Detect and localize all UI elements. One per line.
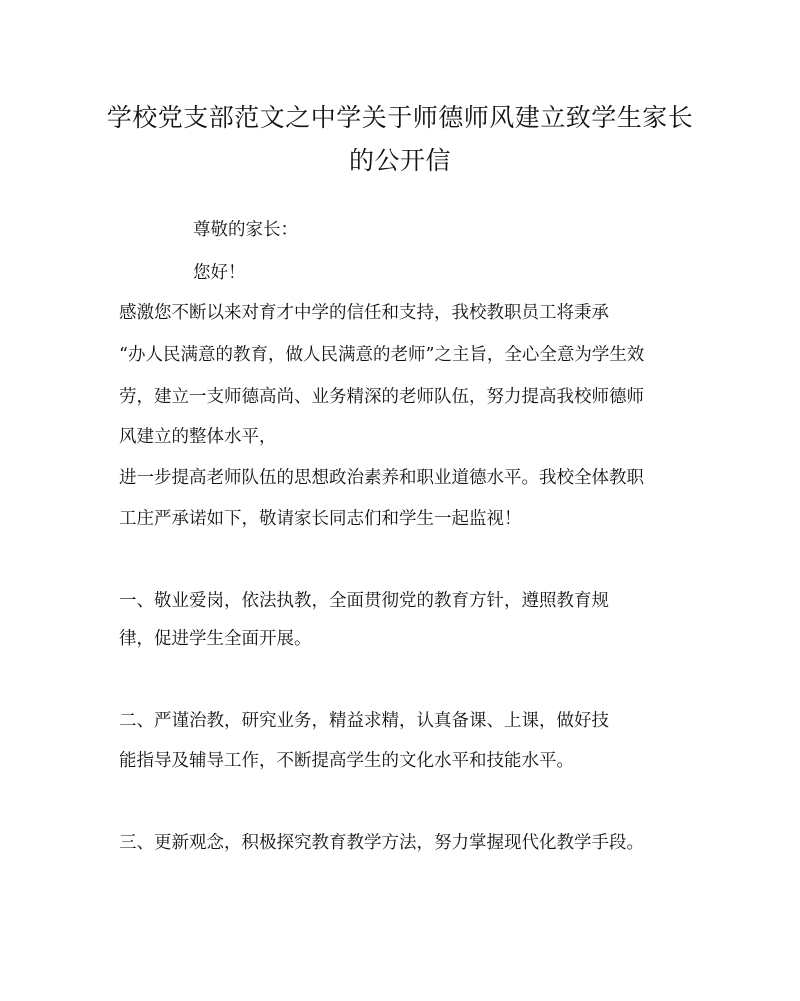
intro-line: 进一步提高老师队伍的思想政治素养和职业道德水平。我校全体教职: [119, 468, 644, 488]
intro-line: “办人民满意的教育，做人民满意的老师”之主旨，全心全意为学生效: [119, 345, 645, 365]
intro-line: 感激您不断以来对育才中学的信任和支持，我校教职员工将秉承: [119, 303, 609, 323]
document-title-line-1: 学校党支部范文之中学关于师德师风建立致学生家长: [106, 103, 694, 132]
commitment-item-2-line: 能指导及辅导工作，不断提高学生的文化水平和技能水平。: [119, 751, 574, 771]
salutation: 尊敬的家长：: [193, 220, 298, 240]
commitment-item-2-line: 二、严谨治教，研究业务，精益求精，认真备课、上课，做好技: [119, 711, 609, 731]
intro-line: 风建立的整体水平，: [119, 427, 277, 447]
greeting: 您好！: [193, 263, 246, 283]
commitment-item-1-line: 一、敬业爱岗，依法执教，全面贯彻党的教育方针，遵照教育规: [119, 591, 609, 611]
intro-line: 工庄严承诺如下，敬请家长同志们和学生一起监视！: [119, 509, 522, 529]
commitment-item-3-line: 三、更新观念，积极探究教育教学方法，努力掌握现代化教学手段。: [119, 833, 644, 853]
intro-line: 劳，建立一支师德高尚、业务精深的老师队伍，努力提高我校师德师: [119, 387, 644, 407]
document-title-line-2: 的公开信: [348, 146, 451, 175]
commitment-item-1-line: 律，促进学生全面开展。: [119, 629, 312, 649]
